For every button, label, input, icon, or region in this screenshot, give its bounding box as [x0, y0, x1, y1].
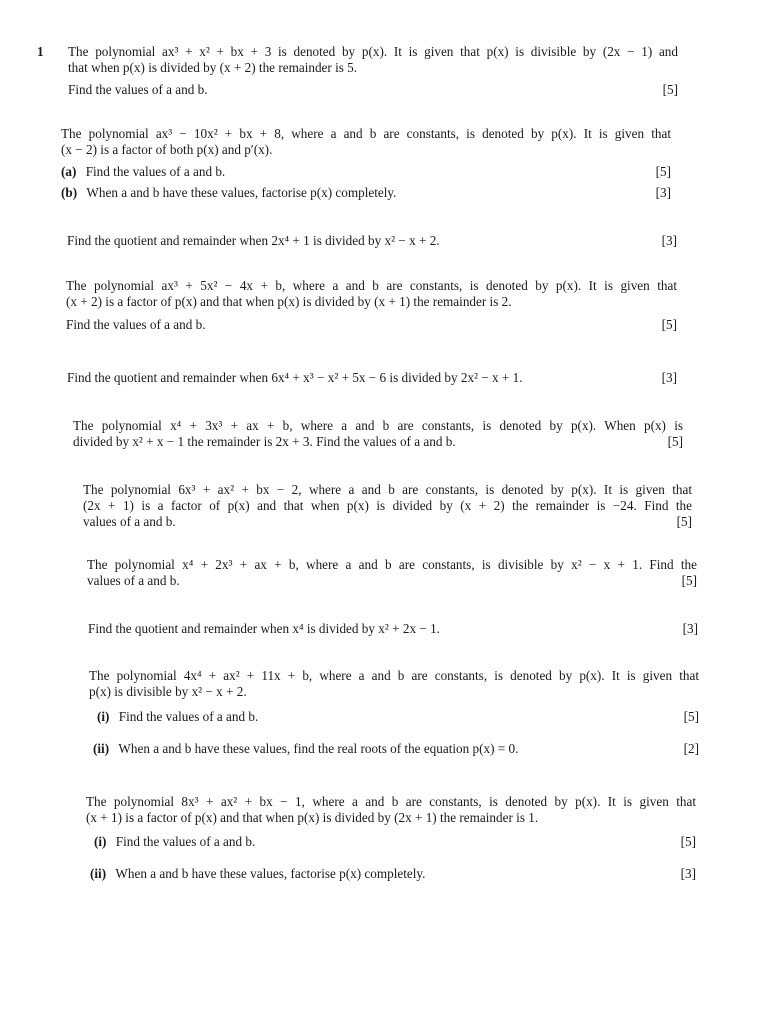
question-8: [87, 557, 697, 589]
question-11: [86, 794, 696, 882]
question-text-line: The polynomial 4x⁴ + ax² + 11x + b, where a and b are constants, is denoted by p(x). It is given that: [89, 668, 699, 683]
question-text-line: that when p(x) is divided by (x + 2) the remainder is 5.: [68, 60, 358, 75]
question-text-line: divided by x² + x − 1 the remainder is 2x + 3. Find the values of a and b.: [73, 434, 456, 449]
question-text-line: The polynomial 6x³ + ax² + bx − 2, where a and b are constants, is denoted by p(x). It is given that: [83, 482, 692, 497]
part-label: (a): [61, 164, 77, 179]
question-text-line: (x + 2) is a factor of p(x) and that when p(x) is divided by (x + 1) the remainder is 2.: [66, 294, 512, 309]
question-text-line: p(x) is divisible by x² − x + 2.: [89, 684, 247, 699]
question-9: [88, 621, 698, 637]
question-task: Find the quotient and remainder when 6x⁴ + x³ − x² + 5x − 6 is divided by 2x² − x + 1.: [67, 370, 523, 385]
question-task: Find the quotient and remainder when 2x⁴ + 1 is divided by x² − x + 2.: [67, 233, 440, 248]
question-3: [67, 233, 677, 249]
part-label: (b): [61, 185, 78, 200]
question-text-line: (2x + 1) is a factor of p(x) and that when p(x) is divided by (x + 2) the remainder is −24. Find the: [83, 498, 692, 513]
marks: [3]: [661, 233, 677, 248]
question-text-line: The polynomial ax³ + x² + bx + 3 is denoted by p(x). It is given that p(x) is divisible by (2x − 1) and: [68, 44, 678, 59]
question-text-line: The polynomial ax³ − 10x² + bx + 8, where a and b are constants, is denoted by p(x). It is given that: [61, 126, 671, 141]
question-number: 1: [37, 44, 44, 59]
part-label: (ii): [90, 866, 107, 881]
question-text-line: The polynomial x⁴ + 3x³ + ax + b, where a and b are constants, is denoted by p(x). When p(x) is: [73, 418, 683, 433]
question-4: [66, 278, 677, 333]
marks: [5]: [683, 709, 699, 724]
question-part: [89, 741, 699, 757]
question-part: [61, 185, 671, 201]
marks: [5]: [662, 82, 678, 97]
question-text-line: The polynomial x⁴ + 2x³ + ax + b, where a and b are constants, is divisible by x² − x + 1. Find the: [87, 557, 697, 572]
question-text-line: values of a and b.: [83, 514, 176, 529]
question-7: [83, 482, 692, 530]
part-text: When a and b have these values, factorise p(x) completely.: [86, 185, 397, 200]
marks: [3]: [661, 370, 677, 385]
part-label: (i): [97, 709, 110, 724]
question-task: Find the quotient and remainder when x⁴ is divided by x² + 2x − 1.: [88, 621, 440, 636]
part-label: (ii): [93, 741, 110, 756]
question-part: [86, 834, 696, 850]
question-10: [89, 668, 699, 757]
question-5: [67, 370, 677, 386]
question-2: [61, 126, 671, 201]
question-6: [73, 418, 683, 450]
question-text-line: (x − 2) is a factor of both p(x) and p′(x).: [61, 142, 273, 157]
part-text: Find the values of a and b.: [85, 164, 226, 179]
part-text: When a and b have these values, find the real roots of the equation p(x) = 0.: [118, 741, 519, 756]
question-text-line: (x + 1) is a factor of p(x) and that when p(x) is divided by (2x + 1) the remainder is 1.: [86, 810, 539, 825]
part-text: Find the values of a and b.: [115, 834, 256, 849]
question-text-line: The polynomial 8x³ + ax² + bx − 1, where a and b are constants, is denoted by p(x). It is given that: [86, 794, 696, 809]
question-1: [68, 44, 678, 98]
marks: [5]: [661, 317, 677, 332]
part-label: (i): [94, 834, 107, 849]
marks: [2]: [683, 741, 699, 756]
marks: [3]: [655, 185, 671, 200]
question-task: Find the values of a and b.: [68, 82, 208, 97]
marks: [5]: [667, 434, 683, 449]
marks: [5]: [676, 514, 692, 529]
marks: [5]: [655, 164, 671, 179]
question-part: [86, 866, 696, 882]
question-task: Find the values of a and b.: [66, 317, 206, 332]
marks: [3]: [680, 866, 696, 881]
part-text: When a and b have these values, factorise p(x) completely.: [115, 866, 426, 881]
question-text-line: The polynomial ax³ + 5x² − 4x + b, where a and b are constants, is denoted by p(x). It is given that: [66, 278, 677, 293]
question-part: [89, 709, 699, 725]
question-text-line: values of a and b.: [87, 573, 180, 588]
marks: [3]: [682, 621, 698, 636]
marks: [5]: [681, 573, 697, 588]
part-text: Find the values of a and b.: [118, 709, 259, 724]
question-part: [61, 164, 671, 180]
marks: [5]: [680, 834, 696, 849]
